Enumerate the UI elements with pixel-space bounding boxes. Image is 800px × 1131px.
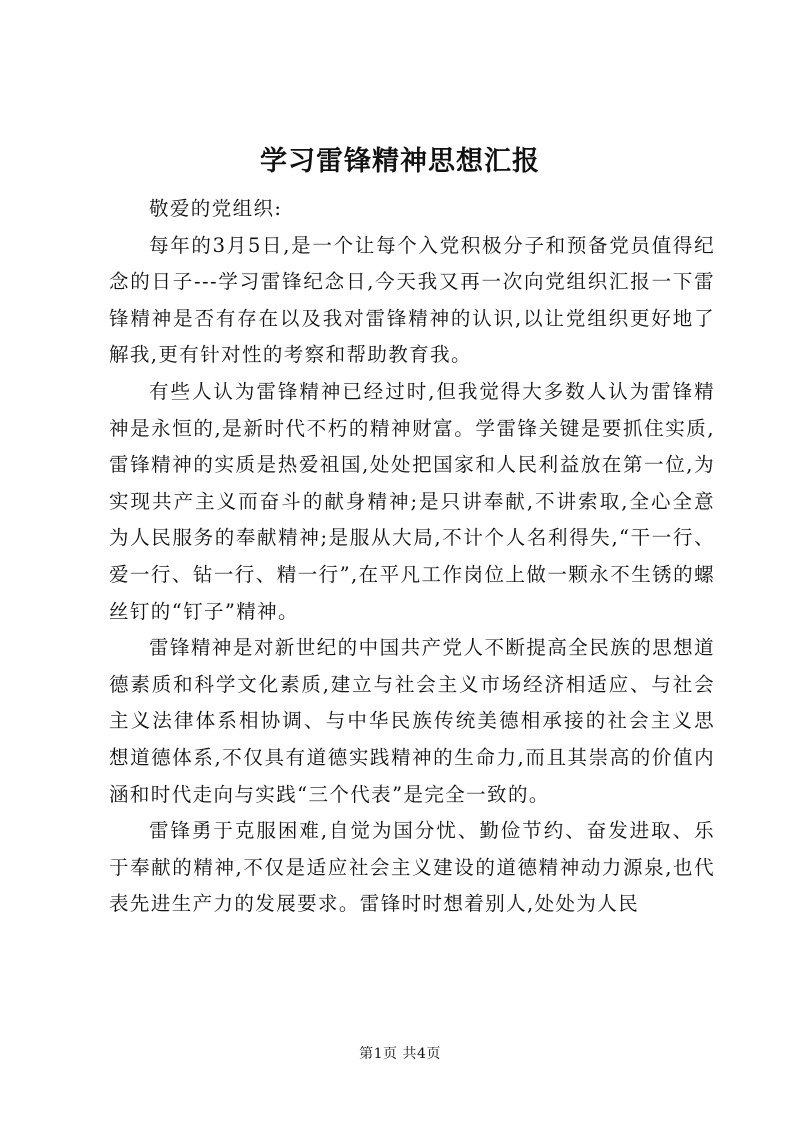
document-title: 学习雷锋精神思想汇报: [260, 146, 540, 177]
page-footer: 第1页 共4页: [359, 1046, 441, 1062]
salutation: 敬爱的党组织:: [149, 197, 283, 220]
paragraph-1: 每年的3月5日,是一个让每个入党积极分子和预备党员值得纪念的日子---学习雷锋纪念日,今天我又再一次向党组织汇报一下雷锋精神是否有存在以及我对雷锋精神的认识,以让党组织更好地了解我,更有针对性的考察和帮助教育我。: [109, 233, 715, 367]
paragraph-2: 有些人认为雷锋精神已经过时,但我觉得大多数人认为雷锋精神是永恒的,是新时代不朽的精神财富。学雷锋关键是要抓住实质,雷锋精神的实质是热爱祖国,处处把国家和人民利益放在第一位,为实现共产主义而奋斗的献身精神;是只讲奉献,不讲索取,全心全意为人民服务的奉献精神;是服从大局,不计个人名利得失,“干一行、爱一行、钻一行、精一行”,在平凡工作岗位上做一颗永不生锈的螺丝钉的“钉子”精神。: [109, 379, 715, 623]
document-body: [109, 191, 715, 923]
paragraph-4: 雷锋勇于克服困难,自觉为国分忧、勤俭节约、奋发进取、乐于奉献的精神,不仅是适应社会主义建设的道德精神动力源泉,也代表先进生产力的发展要求。雷锋时时想着别人,处处为人民: [109, 819, 715, 916]
paragraph-3: 雷锋精神是对新世纪的中国共产党人不断提高全民族的思想道德素质和科学文化素质,建立与社会主义市场经济相适应、与社会主义法律体系相协调、与中华民族传统美德相承接的社会主义思想道德体系,不仅具有道德实践精神的生命力,而且其崇高的价值内涵和时代走向与实践“三个代表”是完全一致的。: [109, 636, 715, 806]
